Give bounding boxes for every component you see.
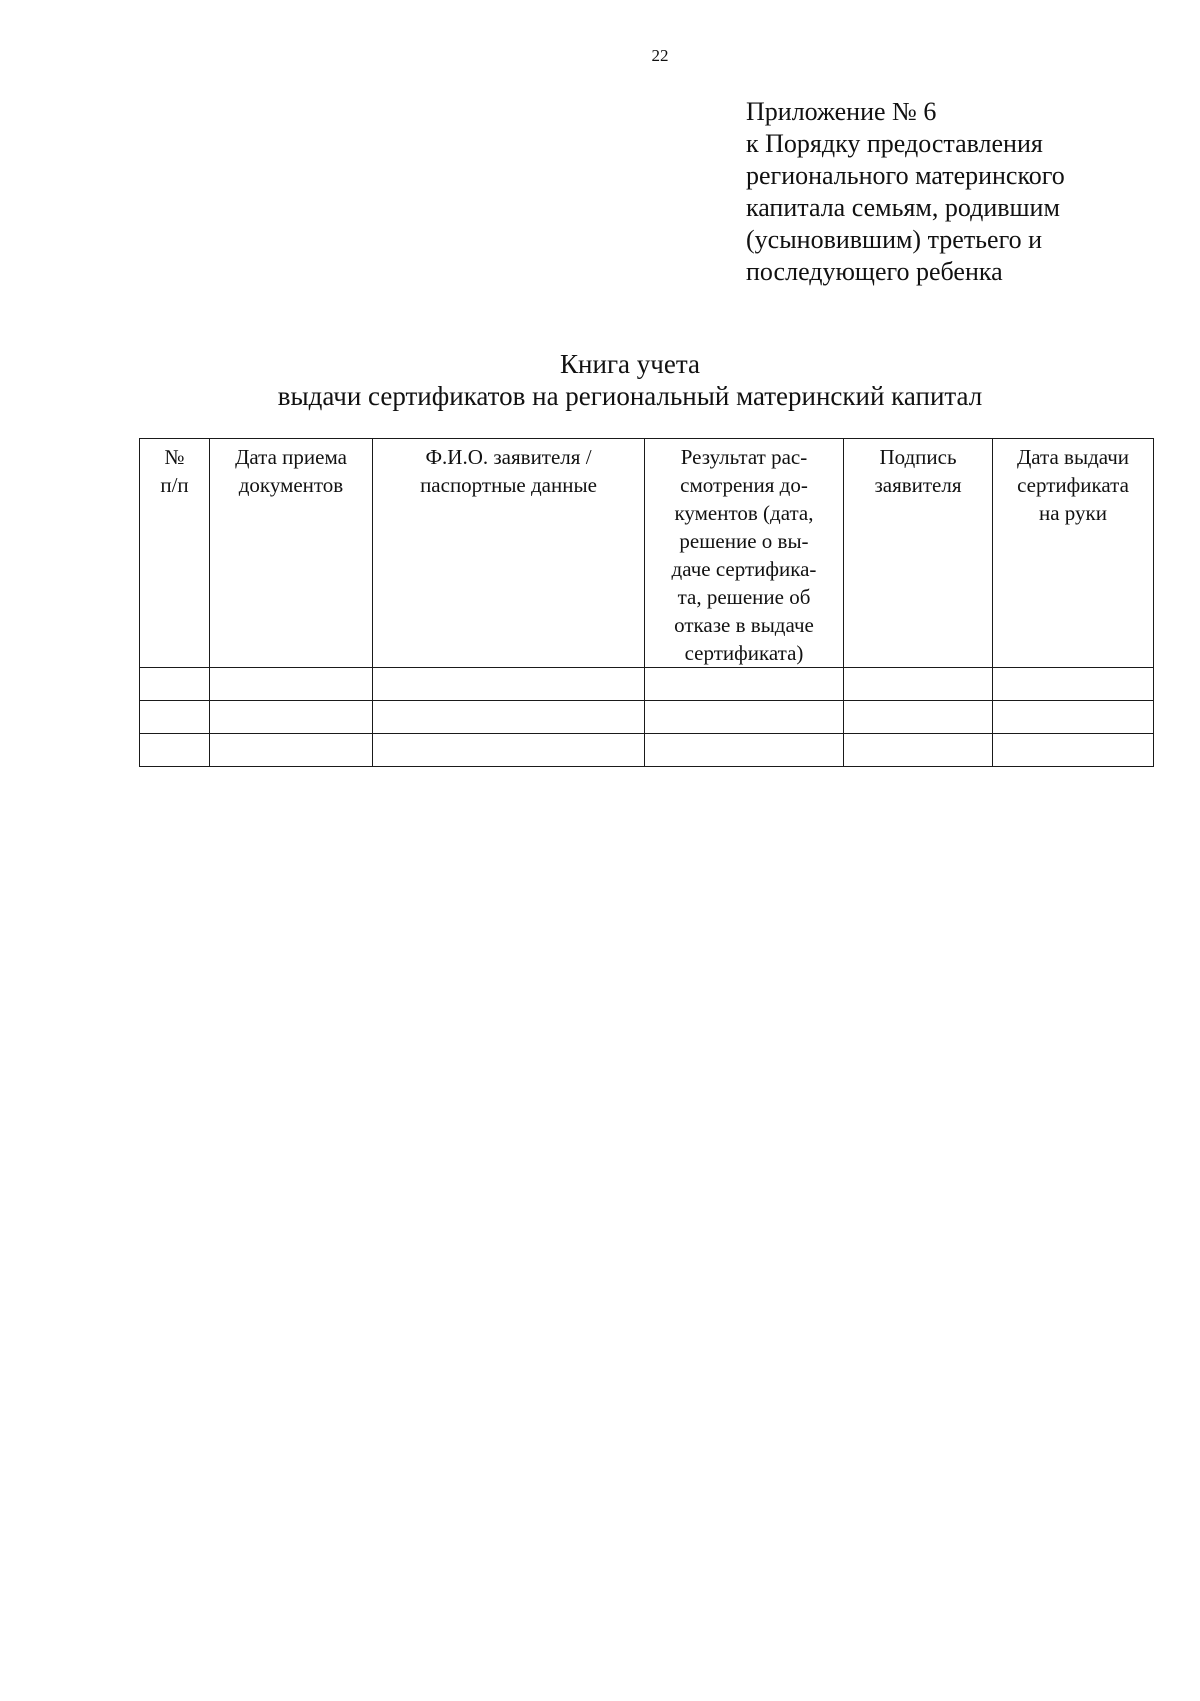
appendix-line: последующего ребенка [746,257,1003,286]
title-line: Книга учета [560,349,700,379]
appendix-line: к Порядку предоставления [746,129,1043,158]
header-line: кументов (дата, [674,501,814,525]
table-row [140,734,1154,767]
table-row [140,701,1154,734]
table-cell [645,668,844,701]
header-line: п/п [160,473,189,497]
document-title [180,348,1080,412]
header-line: заявителя [874,473,962,497]
table-cell [373,668,645,701]
table-cell [140,701,210,734]
column-header-number [140,439,210,668]
header-line: Результат рас- [680,445,808,469]
column-header-receipt-date [210,439,373,668]
header-line: документов [238,473,344,497]
table-cell [993,734,1154,767]
header-line: решение о вы- [679,529,809,553]
header-line: сертификата) [684,641,804,665]
header-line: та, решение об [677,585,811,609]
table-cell [645,701,844,734]
appendix-reference [746,96,1146,288]
table-header-row [140,439,1154,668]
header-line: отказе в выдаче [674,613,814,637]
header-line: Ф.И.О. заявителя / [425,445,592,469]
table-cell [844,701,993,734]
registry-table [139,438,1154,767]
column-header-review-result [645,439,844,668]
table-cell [993,668,1154,701]
appendix-line: Приложение № 6 [746,97,937,126]
column-header-signature [844,439,993,668]
header-line: сертификата [1017,473,1129,497]
table-cell [844,734,993,767]
header-line: Дата приема [235,445,347,469]
table-cell [993,701,1154,734]
header-line: на руки [1039,501,1107,525]
table-cell [844,668,993,701]
title-line: выдачи сертификатов на региональный материнский капитал [277,381,983,411]
table-cell [210,701,373,734]
table-cell [140,734,210,767]
column-header-issue-date [993,439,1154,668]
appendix-line: регионального материнского [746,161,1065,190]
column-header-applicant [373,439,645,668]
header-line: смотрения до- [680,473,808,497]
table-cell [210,668,373,701]
header-line: № [164,445,185,469]
page-number: 22 [651,46,669,65]
header-line: даче сертифика- [671,557,817,581]
table-cell [140,668,210,701]
appendix-line: (усыновившим) третьего и [746,225,1043,254]
table-row [140,668,1154,701]
header-line: Дата выдачи [1016,445,1130,469]
table-cell [210,734,373,767]
table-cell [373,734,645,767]
header-line: Подпись [879,445,957,469]
table-cell [645,734,844,767]
header-line: паспортные данные [420,473,597,497]
table-cell [373,701,645,734]
appendix-line: капитала семьям, родившим [746,193,1060,222]
